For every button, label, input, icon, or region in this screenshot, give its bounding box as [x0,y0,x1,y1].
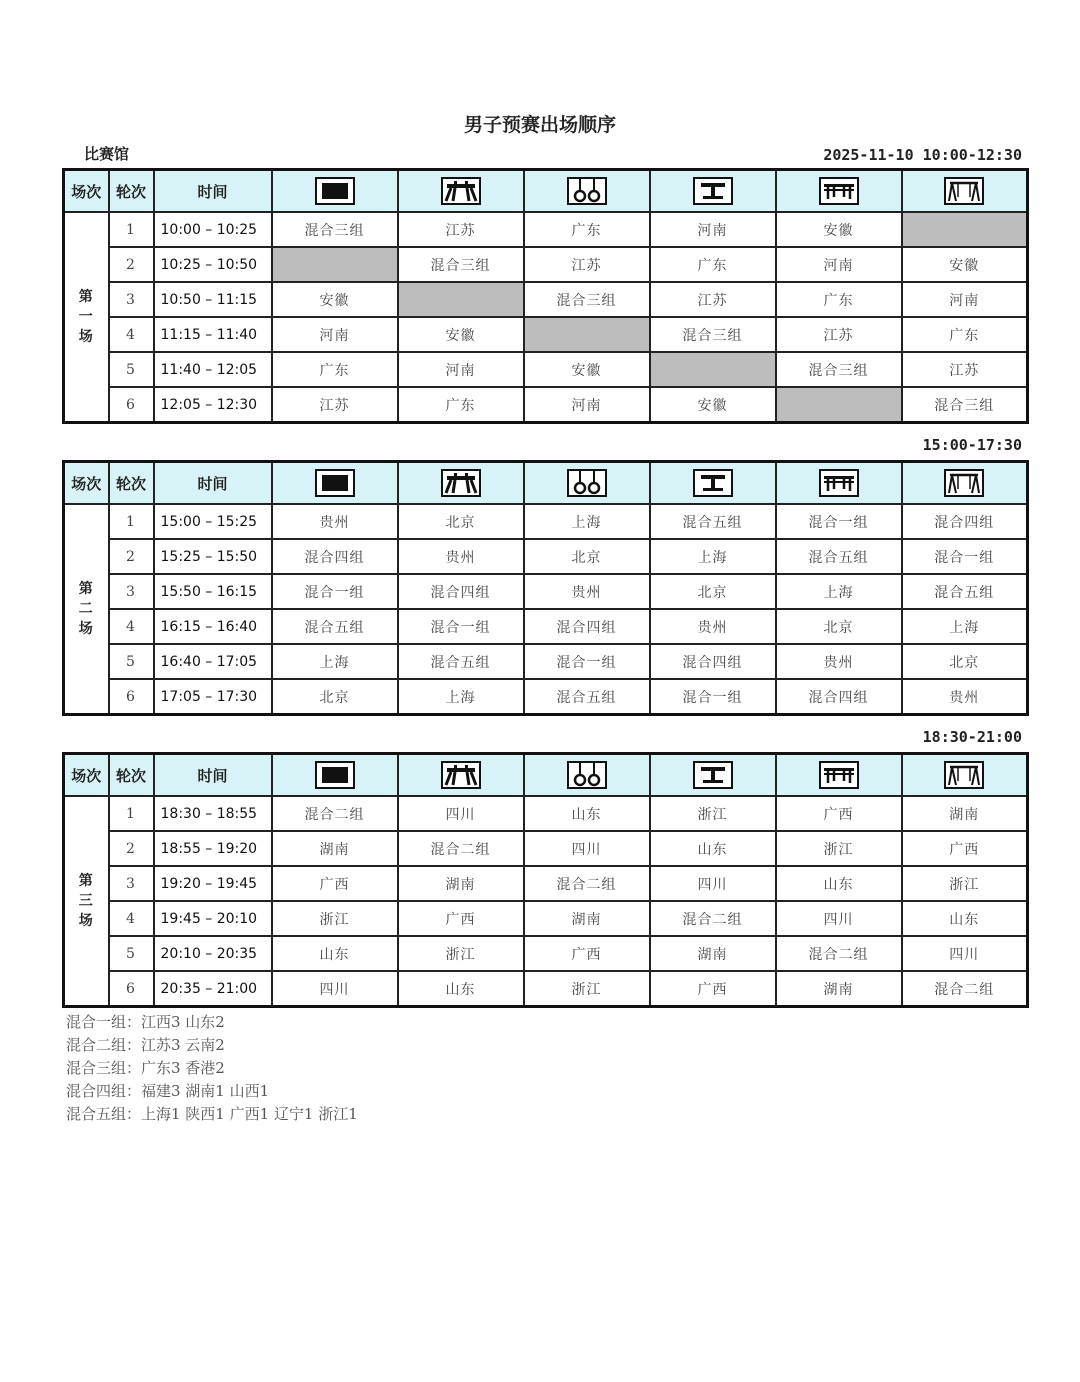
session-datetime: 2025-11-10 10:00-12:30 [823,146,1022,164]
team-cell: 混合五组 [398,644,524,679]
team-cell: 四川 [902,936,1028,971]
header-apparatus [902,462,1028,505]
team-cell: 湖南 [776,971,902,1007]
round-time: 18:30 – 18:55 [154,796,272,831]
header-apparatus [272,462,398,505]
header-session: 场次 [64,170,109,213]
legend-item: 混合一组：江西3 山东2 [66,1013,225,1031]
team-cell: 安徽 [398,317,524,352]
header-apparatus [776,462,902,505]
round-number: 1 [109,504,154,539]
team-cell: 山东 [650,831,776,866]
legend-item: 混合四组：福建3 湖南1 山西1 [66,1082,270,1100]
team-cell: 河南 [650,212,776,247]
team-cell: 混合四组 [650,644,776,679]
team-cell: 湖南 [902,796,1028,831]
round-number: 1 [109,796,154,831]
round-time: 11:15 – 11:40 [154,317,272,352]
team-cell: 山东 [398,971,524,1007]
round-time: 18:55 – 19:20 [154,831,272,866]
team-cell: 江苏 [272,387,398,423]
team-cell: 混合三组 [524,282,650,317]
header-time: 时间 [154,170,272,213]
schedule-table [62,752,1029,1008]
team-cell: 安徽 [650,387,776,423]
header-apparatus [524,462,650,505]
table-row [64,212,1028,247]
parallel-bars-icon [819,469,859,497]
round-time: 12:05 – 12:30 [154,387,272,423]
round-number: 3 [109,866,154,901]
round-number: 5 [109,936,154,971]
table-row [64,574,1028,609]
team-cell: 江苏 [902,352,1028,387]
team-cell: 四川 [398,796,524,831]
team-cell: 湖南 [272,831,398,866]
horizontal-bar-icon [944,469,984,497]
session-label-char: 二 [78,601,94,617]
session-datetime: 15:00-17:30 [922,436,1022,454]
header-apparatus [776,754,902,797]
parallel-bars-icon [819,177,859,205]
table-row [64,247,1028,282]
team-cell: 广东 [398,387,524,423]
team-cell: 混合五组 [524,679,650,715]
horizontal-bar-icon [944,761,984,789]
round-number: 2 [109,539,154,574]
schedule-table [62,168,1029,424]
page-title: 男子预赛出场顺序 [463,114,616,136]
team-cell: 上海 [398,679,524,715]
team-cell: 广西 [524,936,650,971]
team-cell: 混合一组 [650,679,776,715]
header-apparatus [776,170,902,213]
session-label-char: 场 [78,329,94,345]
team-cell: 混合一组 [524,644,650,679]
team-cell: 北京 [524,539,650,574]
header-round: 轮次 [109,754,154,797]
session-label-char: 三 [78,893,94,909]
horizontal-bar-icon [944,177,984,205]
team-cell: 安徽 [776,212,902,247]
team-cell: 混合三组 [650,317,776,352]
vault-icon [693,469,733,497]
team-cell: 北京 [776,609,902,644]
floor-exercise-icon [315,761,355,789]
header-apparatus [272,754,398,797]
team-cell: 贵州 [272,504,398,539]
parallel-bars-icon [819,761,859,789]
team-cell: 贵州 [524,574,650,609]
header-row [64,170,1028,213]
round-number: 4 [109,317,154,352]
team-cell: 混合二组 [398,831,524,866]
team-cell: 贵州 [776,644,902,679]
header-time: 时间 [154,462,272,505]
legend-item: 混合三组：广东3 香港2 [66,1059,225,1077]
header-apparatus [650,754,776,797]
round-time: 10:25 – 10:50 [154,247,272,282]
round-time: 20:35 – 21:00 [154,971,272,1007]
header-round: 轮次 [109,462,154,505]
header-apparatus [524,170,650,213]
team-cell: 广东 [776,282,902,317]
table-row [64,796,1028,831]
legend [66,1011,358,1126]
team-cell: 浙江 [650,796,776,831]
session-label-char: 第 [78,581,94,597]
round-number: 3 [109,282,154,317]
team-cell: 广东 [272,352,398,387]
rest-cell [398,282,524,317]
header-session: 场次 [64,462,109,505]
team-cell: 混合二组 [272,796,398,831]
table-row [64,901,1028,936]
round-number: 4 [109,609,154,644]
team-cell: 广西 [650,971,776,1007]
session-label [64,212,109,423]
table-row [64,352,1028,387]
pommel-horse-icon [441,469,481,497]
round-time: 16:15 – 16:40 [154,609,272,644]
team-cell: 混合二组 [650,901,776,936]
rings-icon [567,177,607,205]
header-apparatus [650,170,776,213]
team-cell: 混合四组 [524,609,650,644]
team-cell: 上海 [902,609,1028,644]
team-cell: 混合一组 [776,504,902,539]
team-cell: 混合四组 [398,574,524,609]
header-apparatus [398,170,524,213]
session-datetime: 18:30-21:00 [922,728,1022,746]
rest-cell [524,317,650,352]
venue-label: 比赛馆 [84,145,130,163]
team-cell: 混合五组 [776,539,902,574]
round-time: 17:05 – 17:30 [154,679,272,715]
team-cell: 浙江 [272,901,398,936]
team-cell: 四川 [272,971,398,1007]
team-cell: 四川 [524,831,650,866]
legend-item: 混合五组：上海1 陕西1 广西1 辽宁1 浙江1 [66,1105,358,1123]
team-cell: 广西 [398,901,524,936]
team-cell: 混合三组 [776,352,902,387]
team-cell: 混合一组 [902,539,1028,574]
team-cell: 江苏 [524,247,650,282]
team-cell: 北京 [650,574,776,609]
team-cell: 混合五组 [272,609,398,644]
header-apparatus [524,754,650,797]
team-cell: 混合二组 [902,971,1028,1007]
team-cell: 山东 [776,866,902,901]
team-cell: 山东 [902,901,1028,936]
team-cell: 混合二组 [524,866,650,901]
round-time: 11:40 – 12:05 [154,352,272,387]
team-cell: 浙江 [398,936,524,971]
team-cell: 混合一组 [398,609,524,644]
round-number: 2 [109,247,154,282]
pommel-horse-icon [441,761,481,789]
table-row [64,971,1028,1007]
rings-icon [567,761,607,789]
team-cell: 混合二组 [776,936,902,971]
table-row [64,644,1028,679]
round-time: 15:00 – 15:25 [154,504,272,539]
round-time: 16:40 – 17:05 [154,644,272,679]
session-label-char: 场 [78,913,94,929]
round-number: 1 [109,212,154,247]
header-apparatus [902,754,1028,797]
round-time: 15:25 – 15:50 [154,539,272,574]
table-row [64,387,1028,423]
rings-icon [567,469,607,497]
round-number: 3 [109,574,154,609]
team-cell: 江苏 [398,212,524,247]
team-cell: 上海 [524,504,650,539]
header-apparatus [398,462,524,505]
team-cell: 贵州 [650,609,776,644]
table-row [64,679,1028,715]
team-cell: 浙江 [902,866,1028,901]
team-cell: 山东 [524,796,650,831]
rest-cell [902,212,1028,247]
team-cell: 四川 [776,901,902,936]
team-cell: 安徽 [272,282,398,317]
session-label-char: 一 [78,309,94,325]
schedule-table [62,460,1029,716]
table-row [64,609,1028,644]
team-cell: 贵州 [398,539,524,574]
team-cell: 上海 [776,574,902,609]
session-label-char: 第 [78,873,94,889]
team-cell: 湖南 [650,936,776,971]
round-time: 19:20 – 19:45 [154,866,272,901]
team-cell: 山东 [272,936,398,971]
floor-exercise-icon [315,469,355,497]
team-cell: 江苏 [650,282,776,317]
session-label [64,796,109,1007]
round-number: 6 [109,387,154,423]
team-cell: 江苏 [776,317,902,352]
vault-icon [693,177,733,205]
round-number: 4 [109,901,154,936]
table-row [64,866,1028,901]
team-cell: 广西 [272,866,398,901]
team-cell: 北京 [398,504,524,539]
team-cell: 混合五组 [650,504,776,539]
header-time: 时间 [154,754,272,797]
header-round: 轮次 [109,170,154,213]
team-cell: 贵州 [902,679,1028,715]
round-number: 6 [109,971,154,1007]
table-row [64,539,1028,574]
team-cell: 河南 [272,317,398,352]
table-row [64,504,1028,539]
header-row [64,754,1028,797]
rest-cell [272,247,398,282]
team-cell: 广西 [776,796,902,831]
table-row [64,831,1028,866]
round-number: 5 [109,352,154,387]
team-cell: 混合四组 [902,504,1028,539]
round-number: 2 [109,831,154,866]
team-cell: 广东 [524,212,650,247]
round-time: 10:00 – 10:25 [154,212,272,247]
team-cell: 浙江 [776,831,902,866]
team-cell: 浙江 [524,971,650,1007]
header-apparatus [398,754,524,797]
team-cell: 上海 [272,644,398,679]
round-time: 10:50 – 11:15 [154,282,272,317]
round-time: 20:10 – 20:35 [154,936,272,971]
team-cell: 混合一组 [272,574,398,609]
round-number: 5 [109,644,154,679]
team-cell: 混合四组 [272,539,398,574]
team-cell: 广东 [650,247,776,282]
legend-item: 混合二组：江苏3 云南2 [66,1036,225,1054]
team-cell: 湖南 [524,901,650,936]
team-cell: 湖南 [398,866,524,901]
table-row [64,317,1028,352]
round-time: 19:45 – 20:10 [154,901,272,936]
team-cell: 混合三组 [272,212,398,247]
team-cell: 河南 [398,352,524,387]
team-cell: 河南 [902,282,1028,317]
table-row [64,282,1028,317]
team-cell: 河南 [524,387,650,423]
table-row [64,936,1028,971]
team-cell: 混合四组 [776,679,902,715]
rest-cell [776,387,902,423]
team-cell: 河南 [776,247,902,282]
header-session: 场次 [64,754,109,797]
session-label-char: 第 [78,289,94,305]
round-number: 6 [109,679,154,715]
session-label-char: 场 [78,621,94,637]
team-cell: 安徽 [524,352,650,387]
team-cell: 混合三组 [902,387,1028,423]
header-apparatus [650,462,776,505]
team-cell: 广西 [902,831,1028,866]
team-cell: 广东 [902,317,1028,352]
rest-cell [650,352,776,387]
team-cell: 安徽 [902,247,1028,282]
team-cell: 北京 [902,644,1028,679]
header-apparatus [902,170,1028,213]
round-time: 15:50 – 16:15 [154,574,272,609]
team-cell: 混合三组 [398,247,524,282]
team-cell: 四川 [650,866,776,901]
pommel-horse-icon [441,177,481,205]
vault-icon [693,761,733,789]
header-row [64,462,1028,505]
session-label [64,504,109,715]
floor-exercise-icon [315,177,355,205]
header-apparatus [272,170,398,213]
team-cell: 北京 [272,679,398,715]
team-cell: 上海 [650,539,776,574]
team-cell: 混合五组 [902,574,1028,609]
